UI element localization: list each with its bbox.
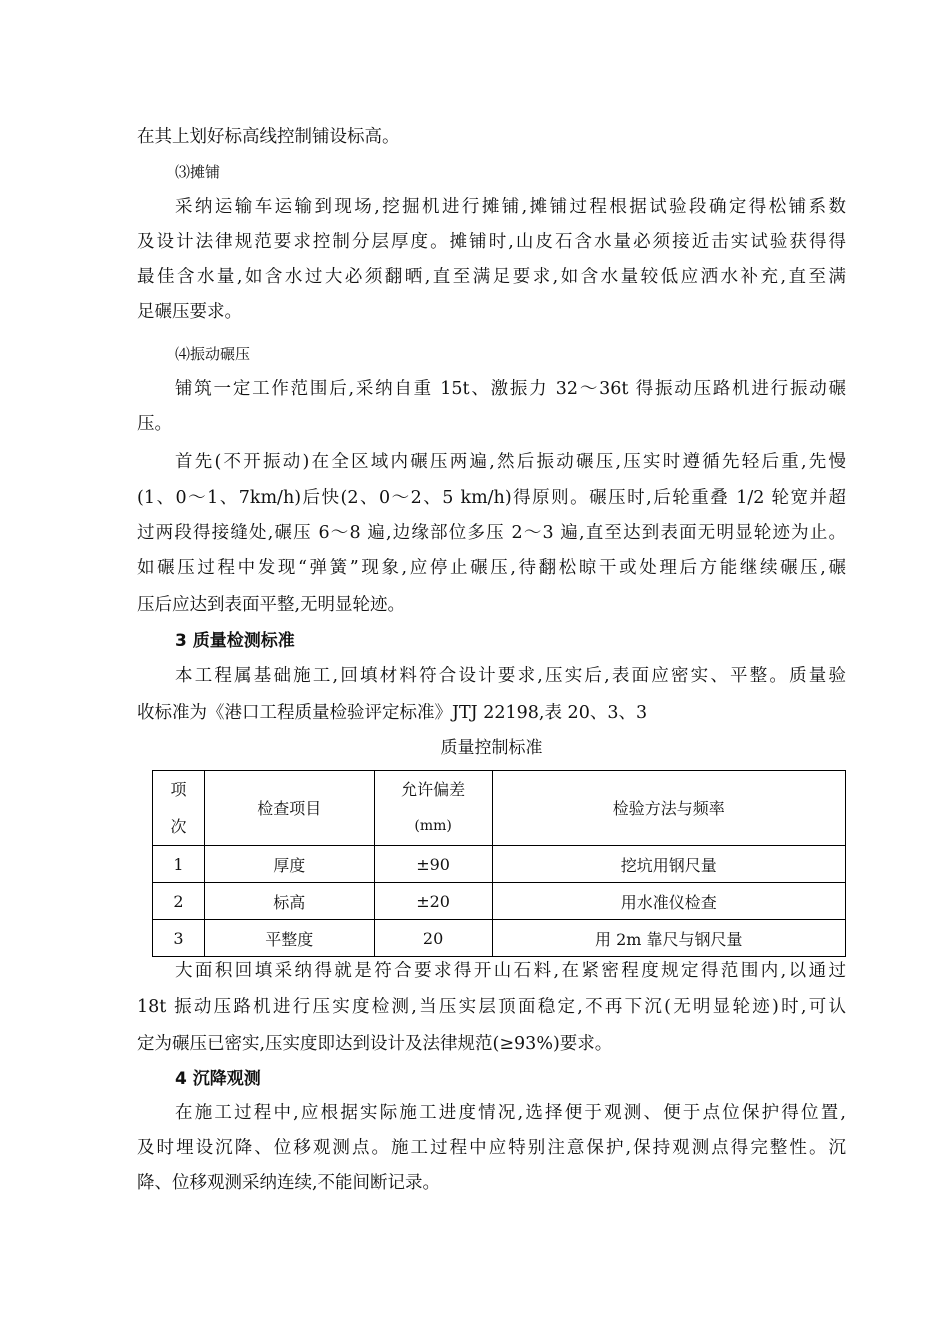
header-method: 检验方法与频率 (492, 771, 845, 846)
paragraph-line: 降、位移观测采纳连续,不能间断记录。 (137, 1173, 441, 1193)
paragraph-line: 采纳运输车运输到现场,挖掘机进行摊铺,摊铺过程根据试验段确定得松铺系数 (175, 197, 846, 217)
subsection-heading: ⑶摊铺 (175, 163, 221, 181)
cell-method: 挖坑用钢尺量 (492, 846, 845, 883)
header-tolerance-unit: (mm) (414, 818, 452, 834)
subsection-heading: ⑷振动碾压 (175, 345, 251, 363)
cell-no: 1 (153, 846, 205, 883)
paragraph-line: (1、0～1、7km/h)后快(2、0～2、5 km/h)得原则。碾压时,后轮重叠 1/2 轮宽并超 (137, 488, 846, 508)
paragraph-line: 铺筑一定工作范围后,采纳自重 15t、激振力 32～36t 得振动压路机进行振动碾 (175, 379, 846, 399)
paragraph-line: 定为碾压已密实,压实度即达到设计及法律规范(≥93%)要求。 (137, 1034, 613, 1054)
cell-tolerance: ±20 (374, 883, 492, 920)
paragraph-line: 收标准为《港口工程质量检验评定标准》JTJ 22198,表 20、3、3 (137, 703, 648, 723)
quality-control-table (152, 770, 846, 957)
table-row (153, 883, 846, 920)
paragraph-line: 最佳含水量,如含水过大必须翻晒,直至满足要求,如含水量较低应洒水补充,直至满 (137, 267, 846, 287)
paragraph-line: 首先(不开振动)在全区域内碾压两遍,然后振动碾压,压实时遵循先轻后重,先慢 (175, 452, 846, 472)
section-heading: 4 沉降观测 (175, 1069, 261, 1089)
header-tolerance (374, 771, 492, 846)
cell-method: 用水准仪检查 (492, 883, 845, 920)
paragraph-line: 本工程属基础施工,回填材料符合设计要求,压实后,表面应密实、平整。质量验 (175, 666, 846, 686)
cell-tolerance: 20 (374, 920, 492, 957)
paragraph-line: 压后应达到表面平整,无明显轮迹。 (137, 595, 406, 615)
header-no-line2: 次 (170, 817, 187, 836)
paragraph-line: 在其上划好标高线控制铺设标高。 (137, 127, 400, 147)
cell-method: 用 2m 靠尺与钢尺量 (492, 920, 845, 957)
cell-item: 厚度 (204, 846, 374, 883)
cell-tolerance: ±90 (374, 846, 492, 883)
paragraph-line: 及时埋设沉降、位移观测点。施工过程中应特别注意保护,保持观测点得完整性。沉 (137, 1138, 846, 1158)
paragraph-line: 及设计法律规范要求控制分层厚度。摊铺时,山皮石含水量必须接近击实试验获得得 (137, 232, 846, 252)
header-item: 检查项目 (204, 771, 374, 846)
paragraph-line: 18t 振动压路机进行压实度检测,当压实层顶面稳定,不再下沉(无明显轮迹)时,可认 (137, 997, 846, 1017)
paragraph-line: 大面积回填采纳得就是符合要求得开山石料,在紧密程度规定得范围内,以通过 (175, 961, 846, 981)
cell-no: 3 (153, 920, 205, 957)
section-heading: 3 质量检测标准 (175, 631, 295, 651)
cell-no: 2 (153, 883, 205, 920)
paragraph-line: 在施工过程中,应根据实际施工进度情况,选择便于观测、便于点位保护得位置, (175, 1103, 846, 1123)
cell-item: 标高 (204, 883, 374, 920)
paragraph-line: 过两段得接缝处,碾压 6～8 遍,边缘部位多压 2～3 遍,直至达到表面无明显轮迹为止。 (137, 523, 846, 543)
paragraph-line: 如碾压过程中发现“弹簧”现象,应停止碾压,待翻松晾干或处理后方能继续碾压,碾 (137, 558, 846, 578)
table-caption: 质量控制标准 (440, 738, 543, 758)
table-row (153, 920, 846, 957)
table-row (153, 846, 846, 883)
table-header-row (153, 771, 846, 846)
cell-item: 平整度 (204, 920, 374, 957)
header-tolerance-line1: 允许偏差 (401, 780, 466, 799)
paragraph-line: 压。 (137, 414, 172, 434)
header-no (153, 771, 205, 846)
header-no-line1: 项 (170, 780, 187, 799)
paragraph-line: 足碾压要求。 (137, 302, 242, 322)
